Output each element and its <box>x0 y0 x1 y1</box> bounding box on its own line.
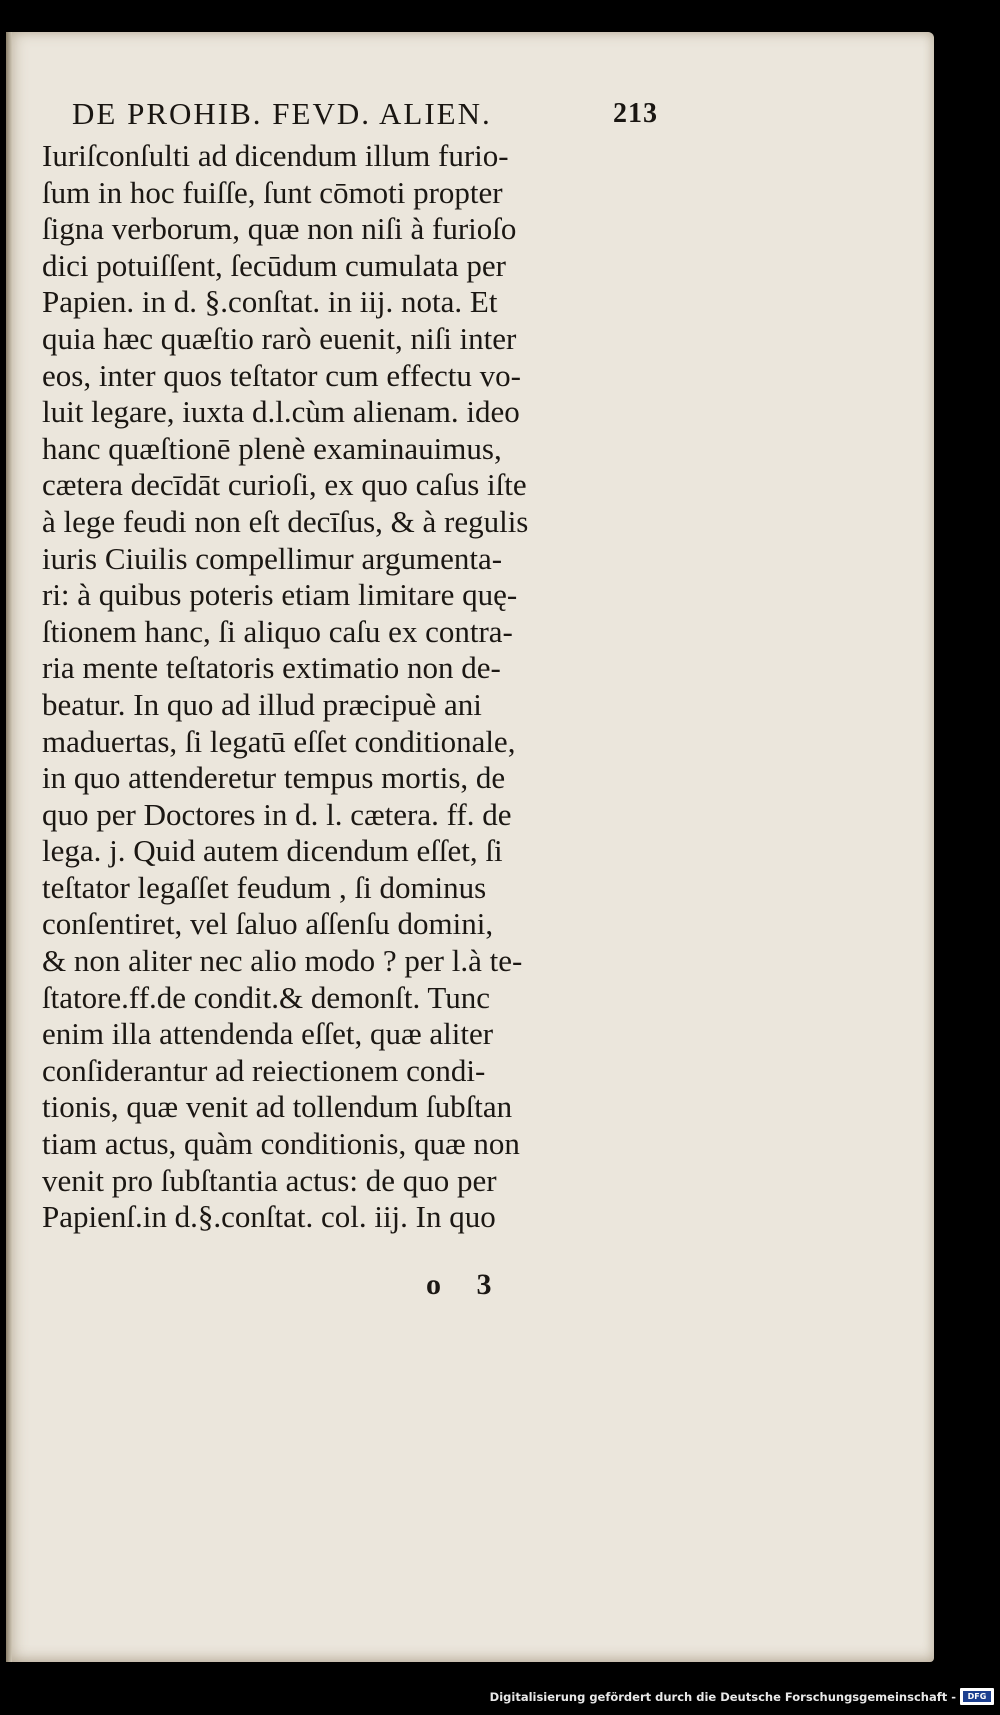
body-text <box>42 138 662 1236</box>
text-line: quia hæc quæſtio rarò euenit, niſi inter <box>42 320 517 356</box>
digitization-credit: Digitalisierung gefördert durch die Deutsche Forschungsgemeinschaft - <box>489 1690 956 1704</box>
text-line: teſtator legaſſet feudum , ſi dominus <box>42 869 487 905</box>
page-header <box>72 92 658 136</box>
text-line: beatur. In quo ad illud præcipuè ani <box>42 686 482 722</box>
text-line: in quo attenderetur tempus mortis, de <box>42 760 506 796</box>
text-line: Iuriſconſulti ad dicendum illum furio- <box>42 138 509 173</box>
text-line: ria mente teſtatoris extimatio non de- <box>42 650 501 686</box>
text-line: enim illa attendenda eſſet, quæ aliter <box>42 1016 494 1052</box>
text-line: & non aliter nec alio modo ? per l.à te- <box>42 943 523 979</box>
dfg-logo-text: DFG <box>963 1691 991 1702</box>
text-line: quo per Doctores in d. l. cætera. ff. de <box>42 796 512 832</box>
text-line: à lege feudi non eſt decīſus, & à regulis <box>42 503 529 539</box>
text-line: cætera decīdāt curioſi, ex quo caſus iſte <box>42 467 527 503</box>
text-line: tiam actus, quàm conditionis, quæ non <box>42 1126 520 1162</box>
book-page <box>6 32 934 1662</box>
running-title: DE PROHIB. FEVD. ALIEN. <box>72 96 492 131</box>
text-line: luit legare, iuxta d.l.cùm alienam. ideo <box>42 394 520 430</box>
text-line: Papien. in d. §.conſtat. in iij. nota. Et <box>42 284 498 320</box>
text-line: iuris Ciuilis compellimur argumenta- <box>42 540 503 576</box>
text-line: ſum in hoc fuiſſe, ſunt cōmoti propter <box>42 174 503 210</box>
text-line: eos, inter quos teſtator cum effectu vo- <box>42 357 521 393</box>
text-line: dici potuiſſent, ſecūdum cumulata per <box>42 247 507 283</box>
text-line: venit pro ſubſtantia actus: de quo per <box>42 1162 497 1198</box>
text-line: lega. j. Quid autem dicendum eſſet, ſi <box>42 833 503 869</box>
text-line: conſiderantur ad reiectionem condi- <box>42 1052 486 1088</box>
footer-bar <box>0 1662 1000 1715</box>
text-line: Papienſ.in d.§.conſtat. col. iij. In quo <box>42 1199 496 1235</box>
text-line: conſentiret, vel ſaluo aſſenſu domini, <box>42 906 494 942</box>
text-line: ſtatore.ff.de condit.& demonſt. Tunc <box>42 979 491 1015</box>
text-line: ſtionem hanc, ſi aliquo caſu ex contra- <box>42 613 513 649</box>
text-line: ſigna verborum, quæ non niſi à furioſo <box>42 211 517 247</box>
text-line: maduertas, ſi legatū eſſet conditionale, <box>42 723 516 759</box>
text-line: ri: à quibus poteris etiam limitare quę- <box>42 577 518 613</box>
text-line: tionis, quæ venit ad tollendum ſubſtan <box>42 1089 513 1125</box>
signature-mark: o 3 <box>426 1268 506 1301</box>
page-number: 213 <box>613 98 658 129</box>
dfg-logo-icon <box>960 1688 994 1705</box>
text-line: hanc quæſtionē plenè examinauimus, <box>42 430 502 466</box>
